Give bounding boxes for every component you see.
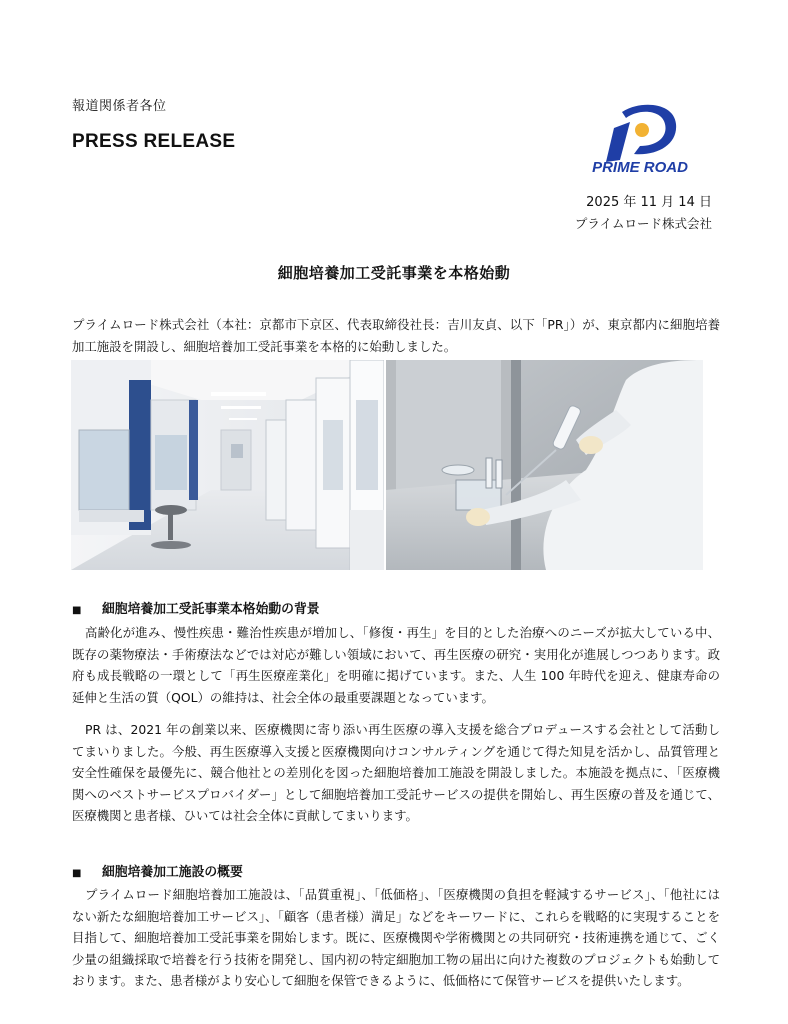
release-date: 2025 年 11 月 14 日 [586, 195, 712, 210]
logo-swoosh-icon [622, 105, 676, 155]
recipient-line: 報道関係者各位 [72, 99, 167, 114]
section-heading-facility [72, 861, 243, 880]
press-release-label: PRESS RELEASE [72, 131, 236, 152]
background-paragraph-2: PR は、2021 年の創業以来、医療機関に寄り添い再生医療の導入支援を総合プロデュースする会社として活動してまいりました。今般、再生医療導入支援と医療機関向けコンサルティングを通じて得た知見を活かし、品質管理と安全性確保を最優先に、競合他社との差別化を図った細胞培養加工施設を開設しました。本施設を拠点に、「医療機関へのベストサービスプロバイダー」として細胞培養加工受託サービスの提供を開始し、再生医療の普及を通じて、医療機関と患者様、ひいては社会全体に貢献してまいります。 [72, 722, 720, 823]
logo-pillar-icon [606, 122, 630, 162]
intro-paragraph: プライムロード株式会社（本社：京都市下京区、代表取締役社長：吉川友貞、以下「PR」）が、東京都内に細胞培養加工施設を開設し、細胞培養加工受託事業を本格的に始動しました。 [72, 317, 720, 354]
researcher-pipetting-photo [386, 360, 703, 570]
section-heading-text: 細胞培養加工受託事業本格始動の背景 [102, 602, 320, 617]
prime-road-logo [570, 100, 710, 180]
logo-wordmark: PRIME ROAD [592, 159, 688, 176]
company-name: プライムロード株式会社 [574, 216, 712, 231]
bullet-square-icon: ■ [72, 868, 82, 879]
logo-dot-icon [635, 123, 649, 137]
bullet-square-icon: ■ [72, 605, 82, 616]
section-heading-background [72, 598, 320, 617]
background-paragraph-1: 高齢化が進み、慢性疾患・難治性疾患が増加し、「修復・再生」を目的とした治療へのニーズが拡大している中、既存の薬物療法・手術療法などでは対応が難しい領域において、再生医療の研究・実用化が進展しつつあります。政府も成長戦略の一環として「再生医療産業化」を明確に掲げています。また、人生 100 年時代を迎え、健康寿命の延伸と生活の質（QOL）の維持は、社会全体の最重要課題となっています。 [72, 625, 720, 705]
cell-processing-room-photo [71, 360, 384, 570]
facility-paragraph: プライムロード細胞培養加工施設は、「品質重視」、「低価格」、「医療機関の負担を軽減するサービス」、「他社にはない新たな細胞培養加工サービス」、「顧客（患者様）満足」などをキーワードに、これらを戦略的に実現することを目指して、細胞培養加工受託事業を開始します。既に、医療機関や学術機関との共同研究・技術連携を通じて、ごく少量の組織採取で培養を行う技術を開発し、国内初の特定細胞加工物の届出に向けた複数のプロジェクトも始動しております。また、患者様がより安心して細胞を保管できるように、低価格にて保管サービスを提供いたします。 [72, 887, 720, 988]
section-heading-text: 細胞培養加工施設の概要 [102, 865, 243, 880]
document-title: 細胞培養加工受託事業を本格始動 [277, 264, 511, 282]
